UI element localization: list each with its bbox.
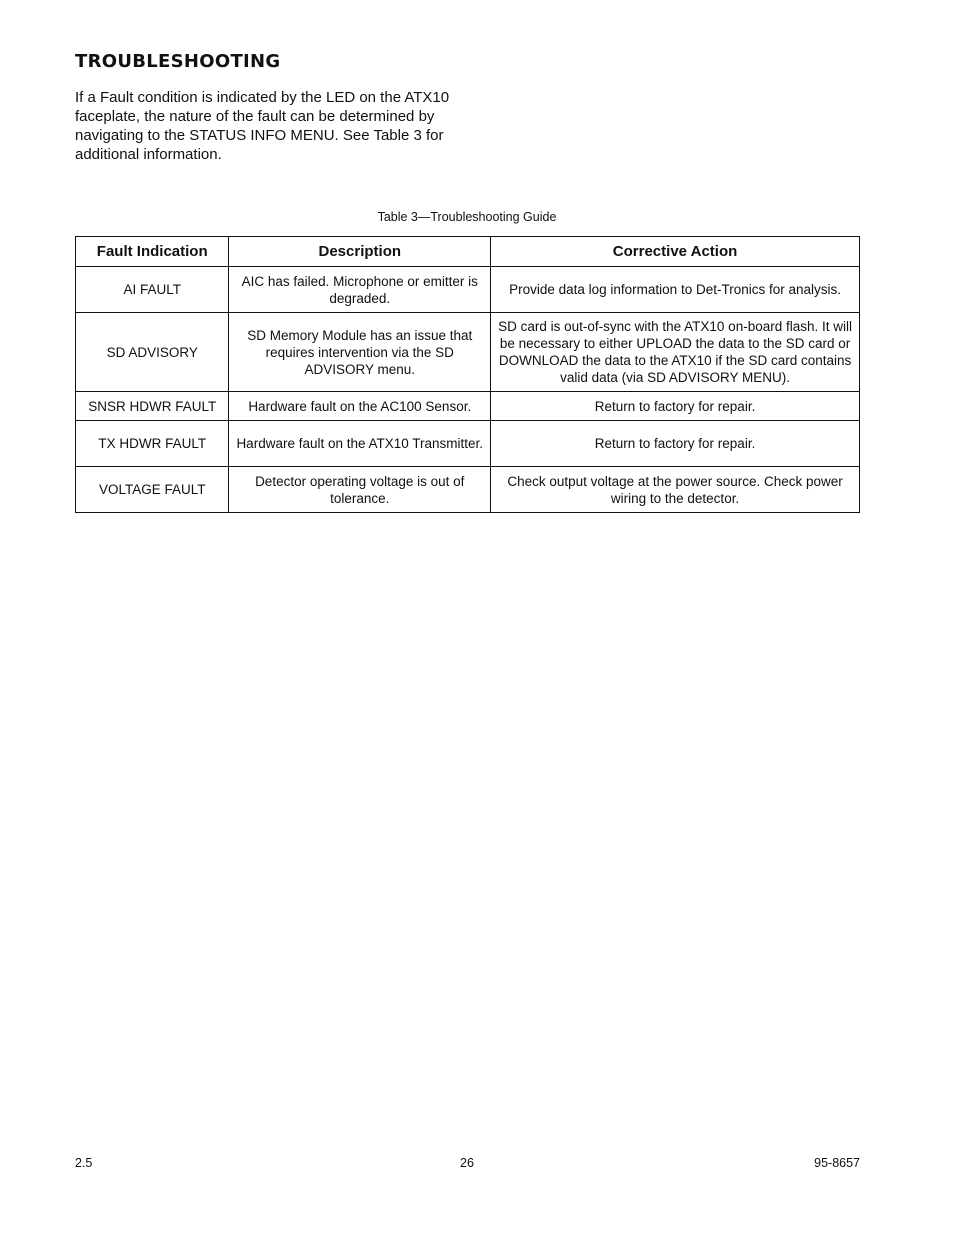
description-cell: Detector operating voltage is out of tolerance.	[229, 467, 491, 513]
footer-revision: 2.5	[75, 1156, 93, 1170]
fault-indication-cell: TX HDWR FAULT	[76, 421, 229, 467]
table-row	[76, 392, 860, 421]
description-cell: SD Memory Module has an issue that requires intervention via the SD ADVISORY menu.	[229, 313, 491, 392]
fault-indication-cell: SD ADVISORY	[76, 313, 229, 392]
fault-indication-cell: AI FAULT	[76, 267, 229, 313]
corrective-action-cell: Check output voltage at the power source. Check power wiring to the detector.	[491, 467, 860, 513]
troubleshooting-table	[75, 236, 860, 513]
table-row	[76, 313, 860, 392]
corrective-action-cell: Provide data log information to Det-Tronics for analysis.	[491, 267, 860, 313]
table-row	[76, 467, 860, 513]
table-caption: Table 3—Troubleshooting Guide	[377, 210, 557, 224]
footer-page-number: 26	[460, 1156, 474, 1170]
intro-paragraph: If a Fault condition is indicated by the LED on the ATX10 faceplate, the nature of the fault can be determined by navigating to the STATUS INFO MENU. See Table 3 for additional information.	[75, 89, 450, 163]
description-cell: Hardware fault on the ATX10 Transmitter.	[229, 421, 491, 467]
fault-indication-cell: SNSR HDWR FAULT	[76, 392, 229, 421]
header-corrective-action: Corrective Action	[491, 237, 860, 267]
corrective-action-cell: Return to factory for repair.	[491, 421, 860, 467]
description-cell: Hardware fault on the AC100 Sensor.	[229, 392, 491, 421]
corrective-action-cell: Return to factory for repair.	[491, 392, 860, 421]
description-cell: AIC has failed. Microphone or emitter is degraded.	[229, 267, 491, 313]
table-row	[76, 267, 860, 313]
header-description: Description	[229, 237, 491, 267]
header-fault-indication: Fault Indication	[76, 237, 229, 267]
table-row	[76, 421, 860, 467]
corrective-action-cell: SD card is out-of-sync with the ATX10 on-board flash. It will be necessary to either UPLOAD the data to the SD card or DOWNLOAD the data to the ATX10 if the SD card contains valid data (via SD ADVISORY MENU).	[491, 313, 860, 392]
fault-indication-cell: VOLTAGE FAULT	[76, 467, 229, 513]
table-header-row	[76, 237, 860, 267]
footer-document-number: 95-8657	[814, 1156, 860, 1170]
page-title: TROUBLESHOOTING	[75, 51, 281, 72]
